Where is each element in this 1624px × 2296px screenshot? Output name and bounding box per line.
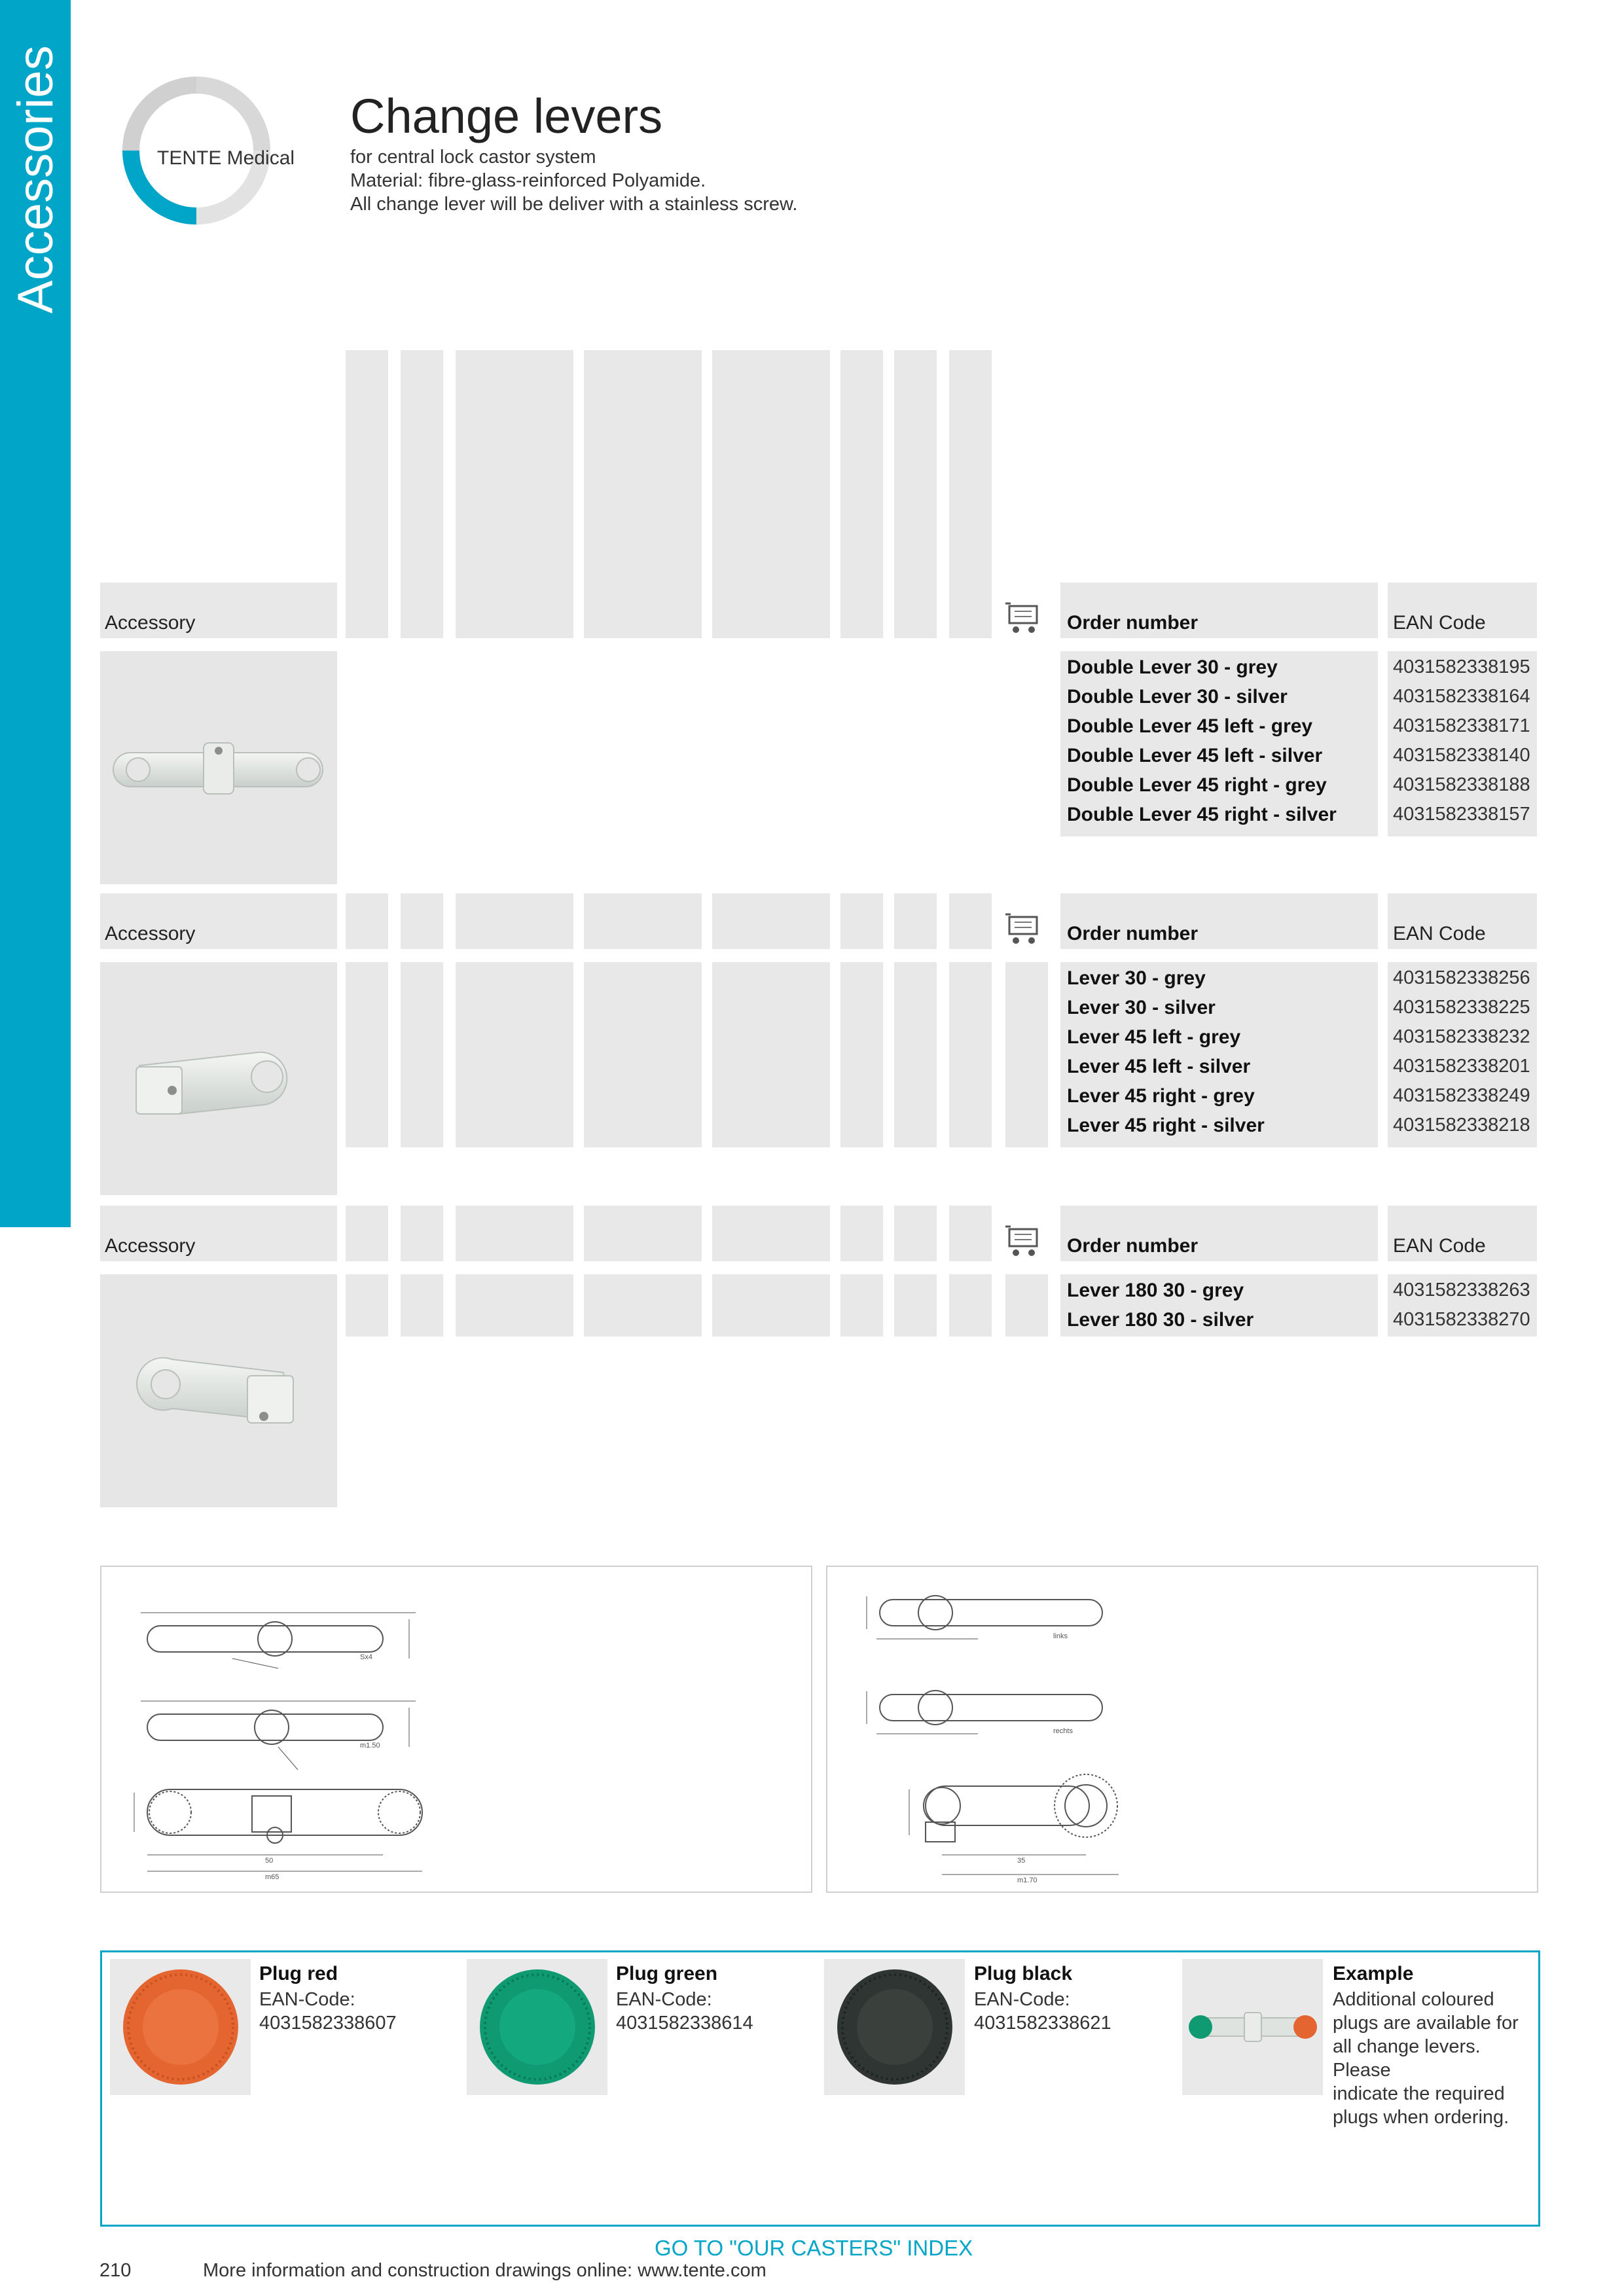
table-row: Lever 45 right - silver [1067, 1115, 1265, 1136]
footer-info: More information and construction drawings online: www.tente.com [203, 2260, 767, 2281]
dim-label: m65 [265, 1873, 280, 1881]
accessory-label: Accessory [105, 1235, 196, 1257]
sidebar-label: Accessories [8, 45, 63, 314]
dim-label: rechts [1053, 1727, 1073, 1735]
ean-value: 4031582338225 [1393, 997, 1530, 1018]
table-row: Double Lever 30 - silver [1067, 686, 1288, 708]
table-row: Double Lever 45 left - silver [1067, 745, 1323, 766]
ean-value: 4031582338157 [1393, 804, 1530, 825]
plug-red-photo [110, 1959, 251, 2095]
table-row: Lever 180 30 - grey [1067, 1280, 1244, 1301]
drawing-single-lever [826, 1566, 1538, 1893]
table-row: Lever 180 30 - silver [1067, 1309, 1254, 1331]
dim-label: 50 [265, 1857, 274, 1865]
subtitle-line: for central lock castor system [350, 147, 596, 168]
cart-icon[interactable] [1005, 601, 1043, 635]
ean-value: 4031582338232 [1393, 1026, 1530, 1047]
subtitle-line: Material: fibre-glass-reinforced Polyamide. [350, 170, 706, 191]
table-row: Lever 30 - grey [1067, 967, 1206, 989]
ean-value: 4031582338256 [1393, 967, 1530, 988]
example-line: all change levers. Please [1333, 2036, 1481, 2081]
plug-ean: 4031582338607 [259, 2013, 397, 2034]
ean-value: 4031582338263 [1393, 1280, 1530, 1300]
table-row: Lever 45 left - silver [1067, 1056, 1251, 1077]
plug-black-photo [824, 1959, 965, 2095]
ean-value: 4031582338188 [1393, 774, 1530, 795]
dim-label: 35 [1017, 1857, 1026, 1865]
table-row: Double Lever 30 - grey [1067, 656, 1278, 678]
example-photo [1182, 1959, 1323, 2095]
ean-value: 4031582338164 [1393, 686, 1530, 707]
double-lever-photo [100, 651, 337, 884]
subtitle-line: All change lever will be deliver with a stainless screw. [350, 194, 798, 215]
ean-value: 4031582338140 [1393, 745, 1530, 766]
plug-ean: 4031582338621 [974, 2013, 1111, 2034]
ean-value: 4031582338270 [1393, 1309, 1530, 1330]
plug-title: Plug green [616, 1963, 718, 1984]
accessory-label: Accessory [105, 612, 196, 634]
example-title: Example [1333, 1963, 1414, 1984]
example-line: plugs are available for [1333, 2013, 1519, 2034]
order-number-header: Order number [1067, 612, 1199, 634]
plug-ean: 4031582338614 [616, 2013, 753, 2034]
ean-header: EAN Code [1393, 923, 1486, 944]
page-number: 210 [99, 2260, 132, 2281]
table-row: Double Lever 45 right - grey [1067, 774, 1327, 796]
casters-index-link[interactable]: GO TO "OUR CASTERS" INDEX [655, 2236, 973, 2260]
plug-panel [100, 1950, 1540, 2227]
ean-value: 4031582338195 [1393, 656, 1530, 677]
accessory-label: Accessory [105, 923, 196, 944]
logo-text: TENTE Medical [157, 147, 295, 169]
plug-title: Plug black [974, 1963, 1073, 1984]
order-number-header: Order number [1067, 923, 1199, 944]
dim-label: m1.50 [360, 1742, 380, 1749]
plug-green-photo [467, 1959, 607, 2095]
plug-ean-label: EAN-Code: [974, 1989, 1070, 2010]
lever-photo [100, 962, 337, 1195]
ean-value: 4031582338249 [1393, 1085, 1530, 1106]
ean-value: 4031582338201 [1393, 1056, 1530, 1077]
dim-label: links [1053, 1632, 1068, 1640]
cart-icon[interactable] [1005, 912, 1043, 946]
example-line: plugs when ordering. [1333, 2107, 1509, 2128]
table-row: Double Lever 45 right - silver [1067, 804, 1337, 825]
table-row: Lever 30 - silver [1067, 997, 1216, 1018]
example-text [1333, 1988, 1538, 2129]
table-row: Lever 45 right - grey [1067, 1085, 1255, 1107]
lever-180-photo [100, 1274, 337, 1507]
example-line: Additional coloured [1333, 1989, 1494, 2010]
ean-value: 4031582338171 [1393, 715, 1530, 736]
plug-title: Plug red [259, 1963, 338, 1984]
dim-label: m1.70 [1017, 1876, 1038, 1884]
example-line: indicate the required [1333, 2083, 1505, 2104]
table-row: Double Lever 45 left - grey [1067, 715, 1313, 737]
order-number-header: Order number [1067, 1235, 1199, 1257]
page-title: Change levers [350, 89, 663, 143]
page-subtitle [350, 145, 797, 216]
table-row: Lever 45 left - grey [1067, 1026, 1241, 1048]
plug-ean-label: EAN-Code: [616, 1989, 712, 2010]
drawing-double-lever [100, 1566, 812, 1893]
plug-ean-label: EAN-Code: [259, 1989, 355, 2010]
ean-header: EAN Code [1393, 1235, 1486, 1257]
ean-header: EAN Code [1393, 612, 1486, 634]
cart-icon[interactable] [1005, 1224, 1043, 1258]
dim-label: Sx4 [360, 1653, 372, 1661]
ean-value: 4031582338218 [1393, 1115, 1530, 1136]
